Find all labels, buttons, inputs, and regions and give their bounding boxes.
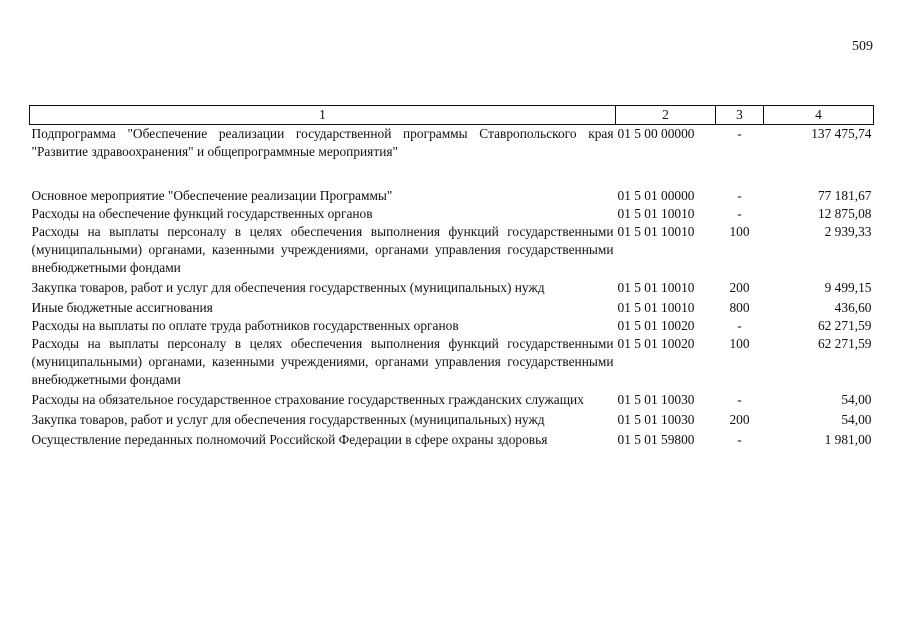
row-code: 01 5 00 00000 (617, 126, 695, 141)
row-sum: 54,00 (841, 412, 872, 427)
row-sum: 436,60 (834, 300, 872, 315)
table-row (30, 431, 874, 449)
row-code: 01 5 01 10010 (617, 224, 695, 239)
table-row (30, 299, 874, 317)
row-type: 100 (729, 224, 750, 239)
row-sum: 2 939,33 (824, 224, 872, 239)
row-sum: 62 271,59 (817, 318, 872, 333)
header-col-2: 2 (616, 106, 716, 125)
table-row (30, 391, 874, 409)
header-col-4: 4 (764, 106, 874, 125)
table-row (30, 125, 874, 162)
row-sum: 12 875,08 (817, 206, 872, 221)
row-code: 01 5 01 10020 (617, 318, 695, 333)
row-name: Осуществление переданных полномочий Российской Федерации в сфере охраны здоровья (31, 432, 548, 447)
row-name: Расходы на выплаты по оплате труда работников государственных органов (31, 318, 459, 333)
row-name: Расходы на выплаты персоналу в целях обеспечения выполнения функций государственными (муниципальными) органами, казенными учреждениями, органами управления государственными внебюджетными фондами (31, 336, 614, 387)
row-name: Расходы на выплаты персоналу в целях обеспечения выполнения функций государственными (муниципальными) органами, казенными учреждениями, органами управления государственными внебюджетными фондами (31, 224, 614, 275)
row-type: 200 (729, 280, 750, 295)
row-code: 01 5 01 10020 (617, 336, 695, 351)
row-code: 01 5 01 10030 (617, 412, 695, 427)
row-sum: 137 475,74 (811, 126, 872, 141)
row-type: - (737, 126, 742, 141)
row-code: 01 5 01 00000 (617, 188, 695, 203)
table-row (30, 411, 874, 429)
budget-table (29, 105, 874, 449)
row-name: Иные бюджетные ассигнования (31, 300, 213, 315)
row-type: - (737, 318, 742, 333)
row-code: 01 5 01 10030 (617, 392, 695, 407)
row-sum: 9 499,15 (824, 280, 872, 295)
row-name: Основное мероприятие "Обеспечение реализации Программы" (31, 188, 393, 203)
row-name: Закупка товаров, работ и услуг для обеспечения государственных (муниципальных) нужд (31, 412, 545, 427)
row-sum: 77 181,67 (817, 188, 872, 203)
table-row (30, 335, 874, 389)
row-type: 200 (729, 412, 750, 427)
row-sum: 62 271,59 (817, 336, 872, 351)
row-name: Расходы на обязательное государственное страхование государственных гражданских служащих (31, 392, 584, 407)
header-col-3: 3 (716, 106, 764, 125)
row-gap (30, 161, 874, 187)
header-col-1: 1 (30, 106, 616, 125)
row-type: - (737, 432, 742, 447)
table-row (30, 279, 874, 297)
table-row (30, 187, 874, 205)
row-code: 01 5 01 10010 (617, 280, 695, 295)
table-header-row (30, 106, 874, 125)
row-type: - (737, 206, 742, 221)
row-name: Подпрограмма "Обеспечение реализации государственной программы Ставропольского края "Развитие здравоохранения" и общепрограммные мероприятия" (31, 126, 614, 159)
table-row (30, 223, 874, 277)
row-sum: 54,00 (841, 392, 872, 407)
row-code: 01 5 01 10010 (617, 300, 695, 315)
row-sum: 1 981,00 (824, 432, 872, 447)
page-number: 509 (852, 39, 873, 54)
row-type: 100 (729, 336, 750, 351)
table-row (30, 205, 874, 223)
table-row (30, 317, 874, 335)
row-name: Расходы на обеспечение функций государственных органов (31, 206, 373, 221)
row-type: - (737, 188, 742, 203)
row-type: - (737, 392, 742, 407)
row-code: 01 5 01 59800 (617, 432, 695, 447)
row-code: 01 5 01 10010 (617, 206, 695, 221)
row-type: 800 (729, 300, 750, 315)
row-name: Закупка товаров, работ и услуг для обеспечения государственных (муниципальных) нужд (31, 280, 545, 295)
